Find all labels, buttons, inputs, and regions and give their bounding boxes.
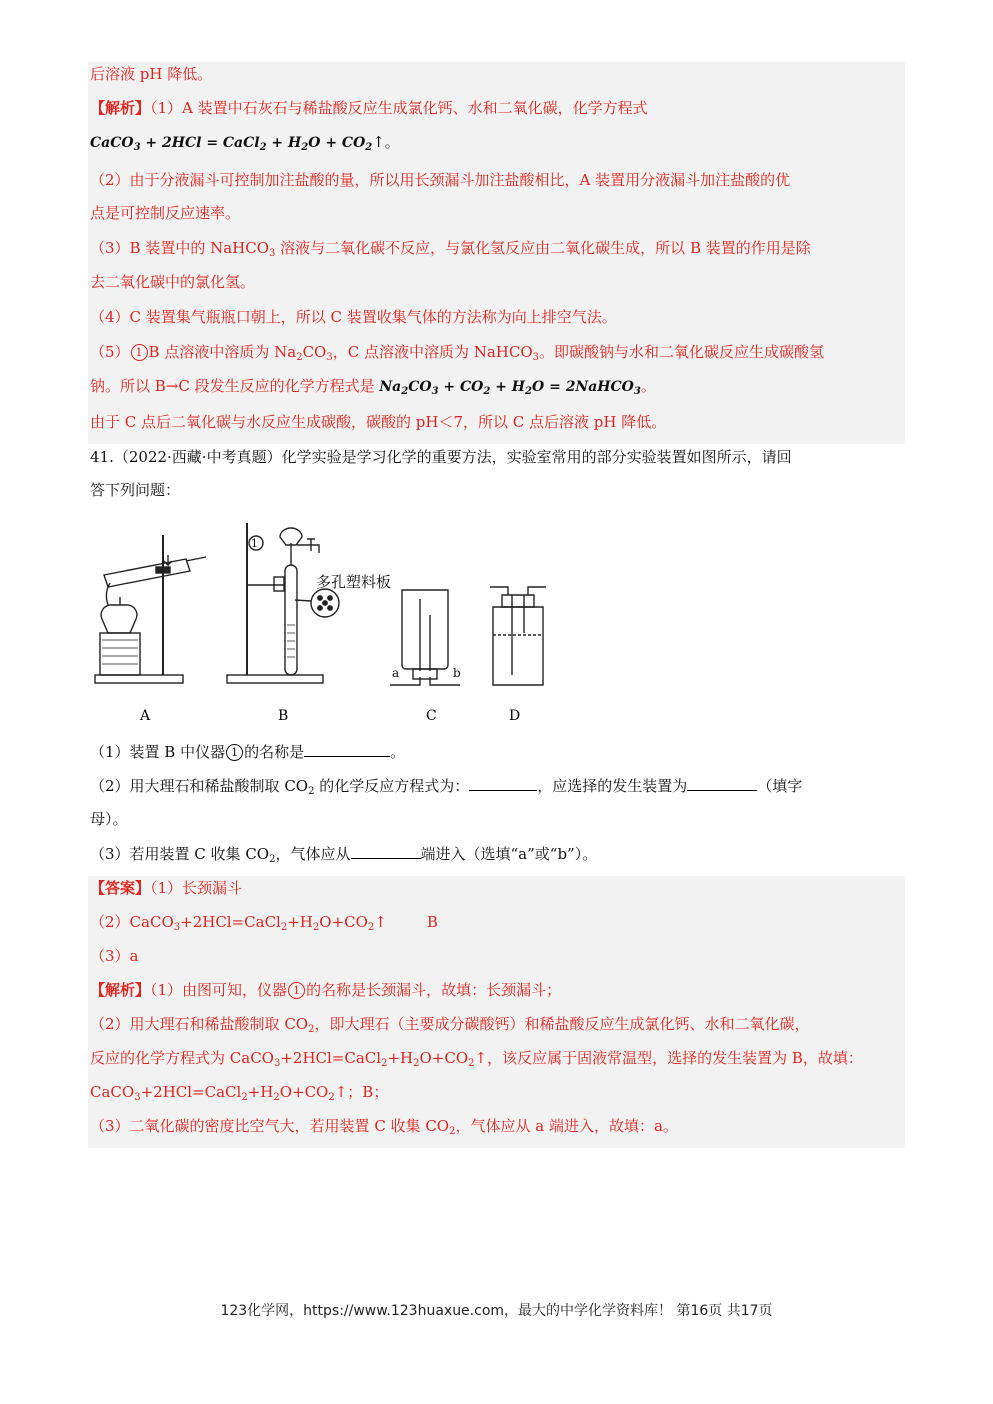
prev-line-1: 【解析】（1）A 装置中石灰石与稀盐酸反应生成氯化钙、水和二氧化碳，化学方程式 xyxy=(90,99,648,117)
figure-port-b: b xyxy=(453,666,461,680)
analysis-line-5: （3）二氧化碳的密度比空气大，若用装置 C 收集 $CO_2$，气体应从 a 端进入，故填：a。 xyxy=(90,1117,678,1137)
apparatus-a-drawing xyxy=(95,535,206,683)
prev-line-6: 钠。所以 B→C 段发生反应的化学方程式是 $Na_2CO_3 + CO_2 + H_2O$ = 2NaHCO$_3$。 xyxy=(90,377,656,397)
answer-line-3: （3）a xyxy=(90,947,139,965)
analysis-line-4: $CaCO_3+2HCl=CaCl_2+H_2O+CO_2↑$；B； xyxy=(90,1083,389,1103)
equation-1: CaCO$_3$ + 2HCl = CaCl$_2$ + $H_2O$ + $CO_2↑$。 xyxy=(90,133,400,153)
analysis-line-1: 【解析】（1）由图可知，仪器 1 的名称是长颈漏斗，故填：长颈漏斗； xyxy=(90,981,562,999)
answer-tag: 【答案】 xyxy=(90,879,151,897)
apparatus-b-drawing xyxy=(227,523,339,683)
analysis-tag: 【解析】 xyxy=(90,981,151,999)
answer-line-2: $(2)CaCO_3+2HCl=CaCl_2+H_2O+CO_2↑$ B xyxy=(90,913,438,933)
answer-blank xyxy=(304,742,390,757)
figure-port-a: a xyxy=(392,666,400,680)
prev-line-0: 后溶液 pH 降低。 xyxy=(90,65,213,83)
circled-number: 1 xyxy=(288,982,305,999)
page-footer: 123化学网，https://www.123huaxue.com，最大的中学化学资料库！ 第16页 共17页 xyxy=(220,1303,773,1319)
answer-blank xyxy=(469,776,537,791)
question-part-2b: 母）。 xyxy=(90,810,128,828)
answer-line-1: 【答案】（1）长颈漏斗 xyxy=(90,879,243,897)
analysis-tag: 【解析】 xyxy=(90,99,151,117)
prev-line-4: （4）C 装置集气瓶瓶口朝上，所以 C 装置收集气体的方法称为向上排空气法。 xyxy=(90,308,617,326)
apparatus-c-drawing xyxy=(390,590,460,685)
circled-number: 1 xyxy=(131,344,148,361)
question-part-1: （1）装置 B 中仪器 1 的名称是 。 xyxy=(90,743,406,761)
prev-line-3: （3）B 装置中的 NaHCO$_3$ 溶液与二氧化碳不反应，与氯化氢反应由二氧化碳生成，所以 B 装置的作用是除 xyxy=(90,239,811,259)
prev-line-5: （5） 1 B 点溶液中溶质为 $Na_2CO_3$，C 点溶液中溶质为 NaHCO$_3$。即碳酸钠与水和二氧化碳反应生成碳酸氢 xyxy=(90,343,825,363)
figure-label-a: A xyxy=(140,708,151,724)
figure-label-porous-plate: 多孔塑料板 xyxy=(316,573,392,591)
prev-line-7: 由于 C 点后二氧化碳与水反应生成碳酸，碳酸的 pH＜7，所以 C 点后溶液 pH 降低。 xyxy=(90,413,667,431)
answer-blank xyxy=(687,776,757,791)
apparatus-d-drawing xyxy=(490,587,546,685)
prev-line-2b: 点是可控制反应速率。 xyxy=(90,204,241,222)
analysis-line-2: （2）用大理石和稀盐酸制取 $CO_2$，即大理石（主要成分碳酸钙）和稀盐酸反应生成氯化钙、水和二氧化碳， xyxy=(90,1015,810,1035)
figure-circled-number: 1 xyxy=(251,537,258,550)
question-part-3: （3）若用装置 C 收集 $CO_2$，气体应从 端进入（选填“a”或“b”）。 xyxy=(90,845,598,865)
apparatus-figure xyxy=(90,515,560,730)
answer-blank xyxy=(351,844,421,859)
figure-label-d: D xyxy=(509,708,521,724)
question-stem-2: 答下列问题： xyxy=(90,481,181,499)
figure-label-b: B xyxy=(278,708,289,724)
prev-line-3c: 去二氧化碳中的氯化氢。 xyxy=(90,273,256,291)
figure-label-c: C xyxy=(426,708,437,724)
analysis-line-3: 反应的化学方程式为 $CaCO_3+2HCl=CaCl_2+H_2O+CO_2↑$，该反应属于固液常温型，选择的发生装置为 B，故填： xyxy=(90,1049,863,1069)
question-part-2: （2）用大理石和稀盐酸制取 $CO_2$ 的化学反应方程式为： ，应选择的发生装置为 （填字 xyxy=(90,777,803,797)
question-stem-1: 41.（2022·西藏·中考真题）化学实验是学习化学的重要方法，实验室常用的部分实验装置如图所示，请回 xyxy=(90,448,792,466)
circled-number: 1 xyxy=(226,744,243,761)
prev-line-2: （2）由于分液漏斗可控制加注盐酸的量，所以用长颈漏斗加注盐酸相比，A 装置用分液漏斗加注盐酸的优 xyxy=(90,171,791,189)
